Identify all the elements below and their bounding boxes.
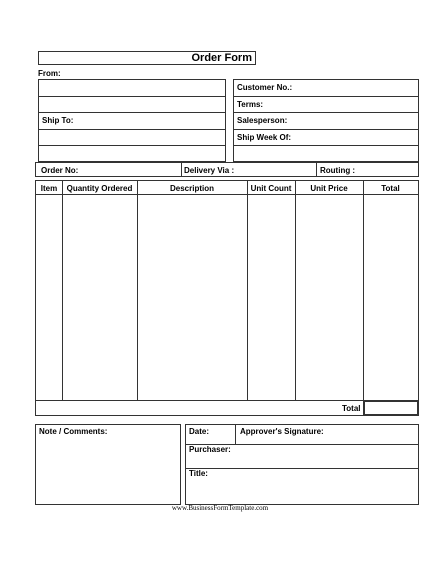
purchaser-label: Purchaser: [189, 445, 231, 454]
total-column-cells[interactable] [364, 195, 418, 400]
ship-to-line-2[interactable] [38, 129, 226, 145]
col-header-quantity: Quantity Ordered [66, 184, 133, 193]
col-header-unit-count: Unit Count [250, 184, 292, 193]
item-column-cells[interactable] [36, 195, 62, 400]
description-column-cells[interactable] [138, 195, 247, 400]
ship-week-label: Ship Week Of: [237, 133, 292, 142]
items-table [35, 180, 419, 416]
from-line-2[interactable] [38, 96, 226, 112]
form-title: Order Form [191, 52, 252, 64]
unit-count-column-cells[interactable] [248, 195, 295, 400]
approver-label: Approver's Signature: [240, 427, 324, 436]
ship-week-row[interactable] [233, 129, 419, 145]
unit-price-column-cells[interactable] [296, 195, 363, 400]
salesperson-label: Salesperson: [237, 116, 288, 125]
order-info-row [35, 162, 419, 177]
order-no-label: Order No: [41, 166, 79, 175]
date-label: Date: [189, 427, 210, 436]
right-blank-row[interactable] [233, 145, 419, 162]
date-field[interactable] [186, 425, 236, 444]
grand-total-field[interactable] [364, 401, 418, 415]
approver-signature-field[interactable] [236, 425, 418, 444]
routing-label: Routing : [320, 166, 356, 175]
customer-no-label: Customer No.: [237, 83, 293, 92]
grand-total-label: Total [342, 404, 361, 413]
order-divider-1 [181, 163, 182, 176]
terms-row[interactable] [233, 96, 419, 112]
notes-label: Note / Comments: [39, 427, 108, 436]
col-header-total: Total [381, 184, 400, 193]
from-label: From: [38, 69, 61, 78]
from-line-1[interactable] [38, 79, 226, 96]
col-header-item: Item [40, 184, 58, 193]
delivery-via-label: Delivery Via : [184, 166, 235, 175]
quantity-column-cells[interactable] [63, 195, 137, 400]
purchaser-field[interactable] [186, 445, 418, 468]
form-title-bar [38, 51, 256, 65]
col-header-description: Description [169, 184, 214, 193]
signature-box [185, 424, 419, 505]
title-label: Title: [189, 469, 208, 478]
footer-url: www.BusinessFormTemplate.com [171, 504, 269, 512]
salesperson-row[interactable] [233, 112, 419, 129]
customer-no-row[interactable] [233, 79, 419, 96]
notes-box[interactable] [35, 424, 181, 505]
col-header-unit-price: Unit Price [310, 184, 348, 193]
table-footer-divider [36, 400, 418, 401]
ship-to-row[interactable] [38, 112, 226, 129]
ship-to-label: Ship To: [42, 116, 74, 125]
terms-label: Terms: [237, 100, 264, 109]
ship-to-line-3[interactable] [38, 145, 226, 162]
order-divider-2 [316, 163, 317, 176]
title-field[interactable] [186, 469, 418, 504]
